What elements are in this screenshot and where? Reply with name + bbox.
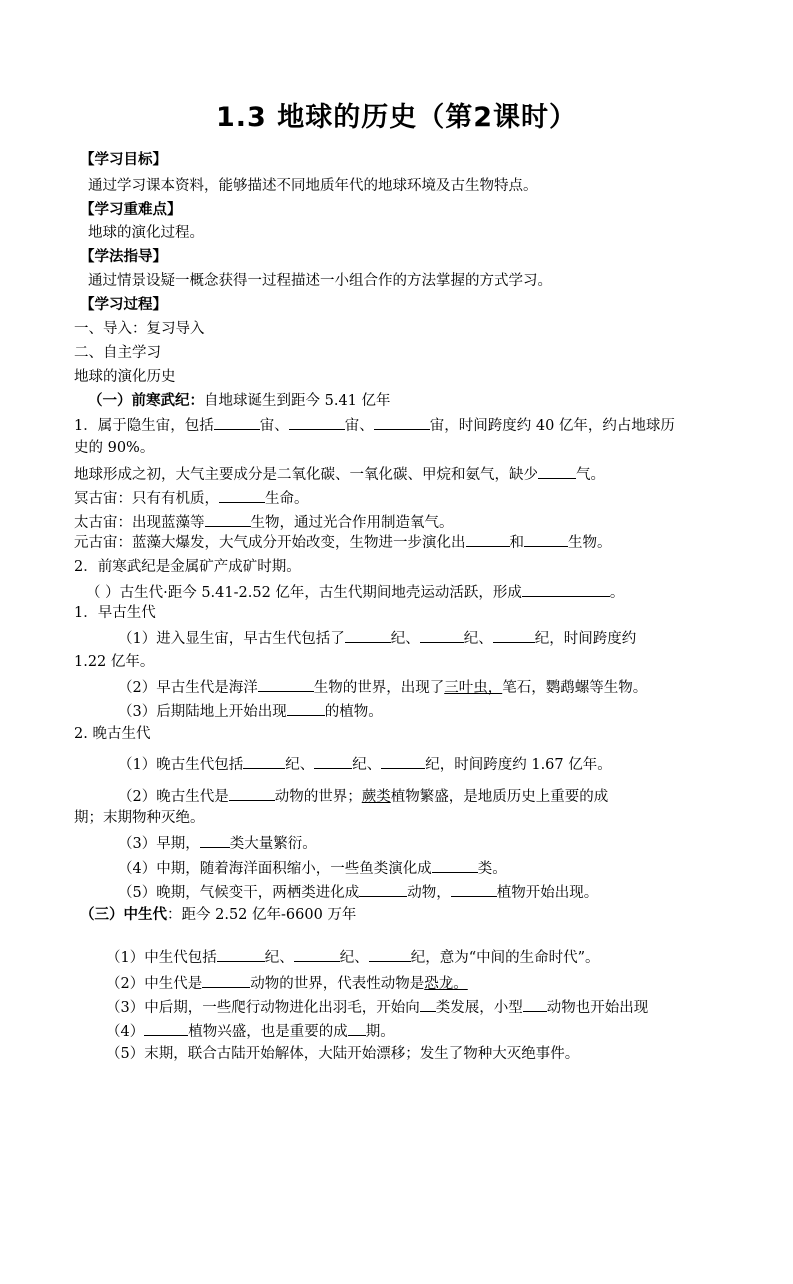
- fill-blank[interactable]: [243, 754, 285, 769]
- text: 动物也开始出现: [546, 1000, 649, 1016]
- early-paleozoic-1: [118, 628, 636, 648]
- precambrian-line-1: [74, 415, 675, 435]
- text: 动物的世界；: [274, 789, 362, 805]
- text: 笔石，鹦鹉螺等生物。: [502, 680, 648, 696]
- fill-blank[interactable]: [348, 1021, 366, 1036]
- fill-blank[interactable]: [219, 488, 265, 503]
- fill-blank[interactable]: [522, 582, 610, 597]
- late-paleozoic-1: [118, 754, 612, 774]
- mesozoic-heading-rest: ：距今 2.52 亿年-6600 万年: [167, 907, 357, 923]
- mesozoic-3: [106, 997, 648, 1017]
- proterozoic-line: [74, 532, 612, 552]
- text: 。: [609, 585, 625, 601]
- mesozoic-heading: [80, 906, 356, 924]
- text: （4）中期，随着海洋面积缩小，一些鱼类演化成: [118, 861, 432, 877]
- fill-blank[interactable]: [538, 464, 576, 479]
- objectives-heading: 【学习目标】: [80, 152, 167, 168]
- fill-blank[interactable]: [381, 754, 425, 769]
- text: （3）早期，: [118, 836, 200, 852]
- key-points-heading: 【学习重难点】: [80, 202, 182, 218]
- fill-blank[interactable]: [314, 754, 352, 769]
- text: （3）后期陆地上开始出现: [118, 704, 287, 720]
- fill-blank[interactable]: [200, 833, 230, 848]
- mesozoic-heading-label: （三）中生代: [80, 907, 167, 923]
- text: 生物。: [568, 535, 612, 551]
- text: 纪、: [285, 757, 315, 773]
- fill-blank[interactable]: [451, 882, 497, 897]
- atmosphere-line: [74, 464, 605, 484]
- key-points-text: 地球的演化过程。: [88, 225, 204, 241]
- text: （1）晚古生代包括: [118, 757, 244, 773]
- fill-blank[interactable]: [420, 628, 464, 643]
- text: 冥古宙：只有有机质，: [74, 491, 219, 507]
- method-text: 通过情景设疑一概念获得一过程描述一小组合作的方法掌握的方式学习。: [88, 273, 552, 289]
- text: （4）: [106, 1024, 145, 1040]
- text: 宙、: [259, 418, 289, 434]
- fill-blank[interactable]: [289, 415, 345, 430]
- early-paleozoic-1-cont: 1.22 亿年。: [74, 654, 155, 670]
- text: （1）中生代包括: [106, 950, 217, 966]
- archean-line: [74, 512, 454, 532]
- underlined-term: 蕨类: [361, 789, 391, 805]
- text: （ ）古生代·距今 5.41-2.52 亿年，古生代期间地壳运动活跃，形成: [86, 585, 522, 601]
- text: 宙，时间跨度约 40 亿年，约占地球历: [429, 418, 675, 434]
- text: （1）进入显生宙，早古生代包括了: [118, 631, 345, 647]
- text: 生物的世界，出现了: [313, 680, 445, 696]
- text: （5）晚期，气候变干，两栖类进化成: [118, 885, 360, 901]
- text: （2）中生代是: [106, 976, 203, 992]
- text: 植物兴盛，也是重要的成: [188, 1024, 348, 1040]
- precambrian-heading-rest: 自地球诞生到距今 5.41 亿年: [204, 393, 391, 409]
- fill-blank[interactable]: [205, 512, 251, 527]
- text: 植物繁盛，是地质历史上重要的成: [390, 789, 609, 805]
- precambrian-heading-label: （一）前寒武纪：: [88, 393, 204, 409]
- fill-blank[interactable]: [144, 1021, 188, 1036]
- fill-blank[interactable]: [287, 701, 325, 716]
- precambrian-line-2: 2．前寒武纪是金属矿产成矿时期。: [74, 559, 301, 575]
- precambrian-line-1-cont: 史的 90%。: [74, 440, 155, 456]
- process-self-study: 二、自主学习: [74, 345, 161, 361]
- text: 动物，: [407, 885, 451, 901]
- fill-blank[interactable]: [493, 628, 535, 643]
- fill-blank[interactable]: [345, 628, 391, 643]
- process-intro: 一、导入：复习导入: [74, 321, 205, 337]
- late-paleozoic-2: [118, 786, 608, 806]
- fill-blank[interactable]: [466, 532, 510, 547]
- fill-blank[interactable]: [369, 947, 411, 962]
- text: 纪、: [339, 950, 369, 966]
- objectives-text: 通过学习课本资料，能够描述不同地质年代的地球环境及古生物特点。: [88, 178, 538, 194]
- process-heading: 【学习过程】: [80, 297, 167, 313]
- text: 动物的世界，代表性动物是: [250, 976, 425, 992]
- text: 纪、: [463, 631, 493, 647]
- text: 太古宙：出现蓝藻等: [74, 515, 205, 531]
- fill-blank[interactable]: [523, 997, 547, 1012]
- text: （3）中后期，一些爬行动物进化出羽毛，开始向: [106, 1000, 420, 1016]
- text: 类。: [477, 861, 507, 877]
- paleozoic-heading: [86, 582, 624, 602]
- precambrian-heading: [88, 392, 391, 410]
- late-paleozoic-4: [118, 858, 507, 878]
- hadean-line: [74, 488, 309, 508]
- fill-blank[interactable]: [420, 997, 436, 1012]
- process-topic: 地球的演化历史: [74, 369, 176, 385]
- text: 纪、: [352, 757, 382, 773]
- fill-blank[interactable]: [229, 786, 275, 801]
- mesozoic-1: [106, 947, 600, 967]
- mesozoic-4: [106, 1021, 395, 1041]
- text: 1．属于隐生宙，包括: [74, 418, 214, 434]
- late-paleozoic-title: 2. 晚古生代: [74, 726, 151, 742]
- fill-blank[interactable]: [217, 947, 265, 962]
- fill-blank[interactable]: [258, 677, 314, 692]
- late-paleozoic-3: [118, 833, 317, 853]
- text: 纪，时间跨度约: [534, 631, 637, 647]
- text: 的植物。: [324, 704, 383, 720]
- mesozoic-2: [106, 973, 468, 993]
- text: 生命。: [265, 491, 309, 507]
- page-title: 1.3 地球的历史（第2课时）: [215, 102, 578, 133]
- method-heading: 【学法指导】: [80, 249, 167, 265]
- text: 和: [509, 535, 524, 551]
- text: 地球形成之初，大气主要成分是二氧化碳、一氧化碳、甲烷和氨气，缺少: [74, 467, 538, 483]
- text: 类大量繁衍。: [229, 836, 317, 852]
- fill-blank[interactable]: [524, 532, 568, 547]
- mesozoic-5: （5）末期，联合古陆开始解体，大陆开始漂移；发生了物种大灭绝事件。: [106, 1046, 580, 1062]
- fill-blank[interactable]: [374, 415, 430, 430]
- late-paleozoic-5: [118, 882, 598, 902]
- underlined-term: 三叶虫，: [444, 680, 503, 696]
- fill-blank[interactable]: [202, 973, 250, 988]
- fill-blank[interactable]: [214, 415, 260, 430]
- text: 纪，意为“中间的生命时代”。: [410, 950, 600, 966]
- text: 纪，时间跨度约 1.67 亿年。: [425, 757, 612, 773]
- underlined-term: 恐龙。: [424, 976, 468, 992]
- early-paleozoic-title: 1．早古生代: [74, 605, 156, 621]
- text: 宙、: [344, 418, 374, 434]
- text: 类发展，小型: [435, 1000, 523, 1016]
- early-paleozoic-2: [118, 677, 647, 697]
- text: 气。: [576, 467, 605, 483]
- text: 植物开始出现。: [496, 885, 599, 901]
- text: （2）晚古生代是: [118, 789, 229, 805]
- text: 元古宙：蓝藻大爆发，大气成分开始改变，生物进一步演化出: [74, 535, 466, 551]
- early-paleozoic-3: [118, 701, 383, 721]
- late-paleozoic-2-cont: 期；末期物种灭绝。: [74, 810, 205, 826]
- text: 期。: [365, 1024, 395, 1040]
- fill-blank[interactable]: [359, 882, 407, 897]
- fill-blank[interactable]: [294, 947, 340, 962]
- text: 生物，通过光合作用制造氧气。: [250, 515, 454, 531]
- text: （2）早古生代是海洋: [118, 680, 258, 696]
- text: 纪、: [264, 950, 294, 966]
- fill-blank[interactable]: [432, 858, 478, 873]
- text: 纪、: [390, 631, 420, 647]
